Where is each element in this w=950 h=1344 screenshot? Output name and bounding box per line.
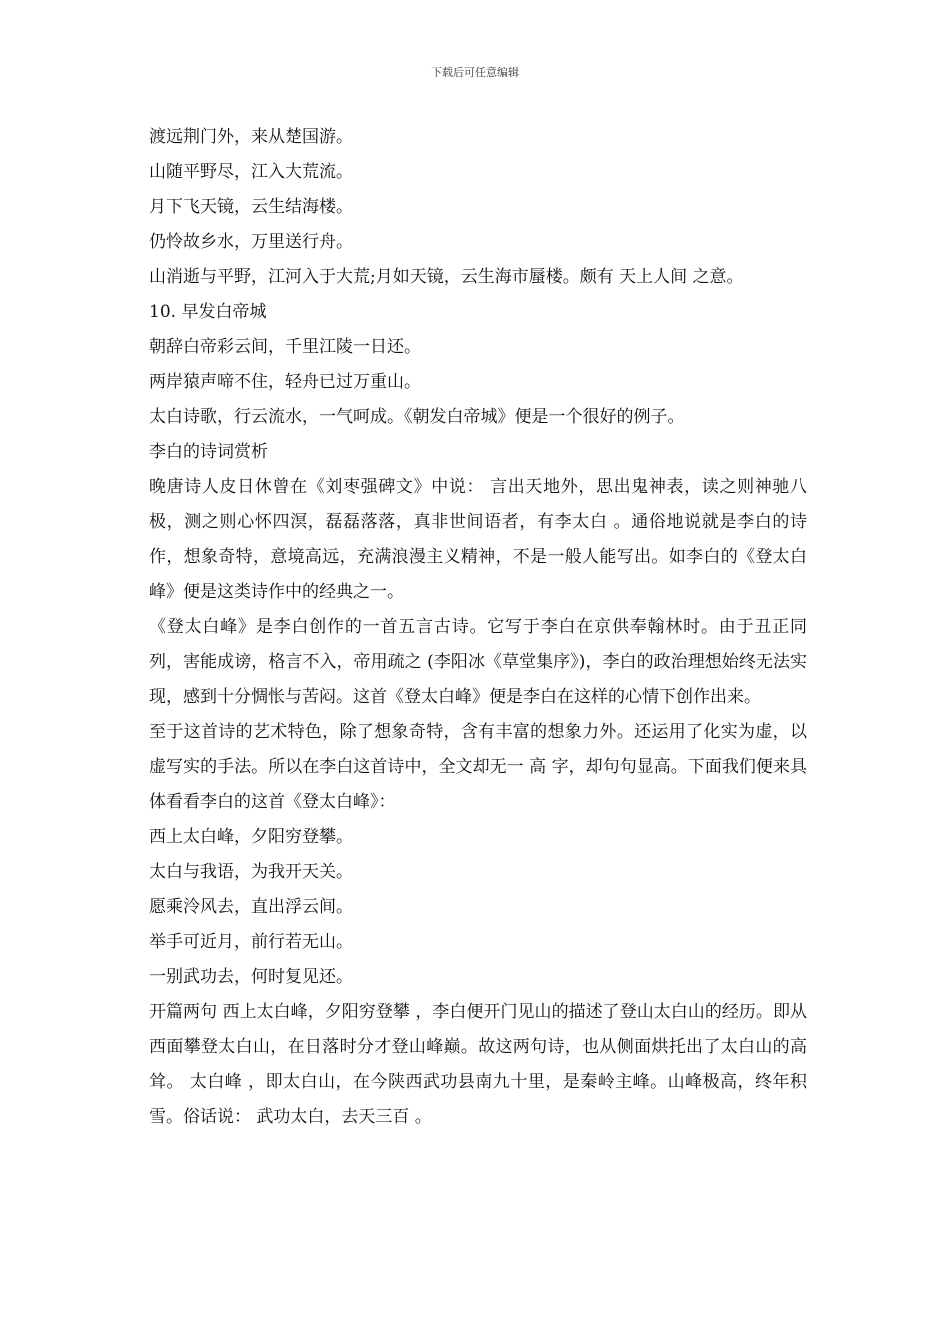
paragraph: 《登太白峰》是李白创作的一首五言古诗。它写于李白在京供奉翰林时。由于丑正同列，害能成谤，格言不入，帝用疏之 (李阳冰《草堂集序》)，李白的政治理想始终无法实现，感到十分惆怅与苦闷。这首《登太白峰》便是李白在这样的心情下创作出来。: [149, 617, 807, 707]
poem-line: 西上太白峰，夕阳穷登攀。: [149, 827, 353, 847]
paragraph: 至于这首诗的艺术特色，除了想象奇特，含有丰富的想象力外。还运用了化实为虚，以虚写实的手法。所以在李白这首诗中，全文却无一 高 字，却句句显高。下面我们便来具体看看李白的这首《登太白峰》：: [149, 722, 807, 812]
poem-line: 两岸猿声啼不住，轻舟已过万重山。: [149, 372, 421, 392]
section-heading: 李白的诗词赏析: [149, 442, 268, 462]
poem-line: 仍怜故乡水，万里送行舟。: [149, 232, 353, 252]
paragraph-commentary: 山消逝与平野，江河入于大荒;月如天镜，云生海市蜃楼。颇有 天上人间 之意。: [149, 267, 744, 287]
poem-line: 愿乘泠风去，直出浮云间。: [149, 897, 353, 917]
document-body: [145, 120, 807, 1135]
text-line: 太白诗歌，行云流水，一气呵成。《朝发白帝城》便是一个很好的例子。: [149, 407, 685, 427]
paragraph: 开篇两句 西上太白峰，夕阳穷登攀 ，李白便开门见山的描述了登山太白山的经历。即从西面攀登太白山，在日落时分才登山峰巅。故这两句诗，也从侧面烘托出了太白山的高耸。 太白峰 ，即太白山，在今陕西武功县南九十里，是秦岭主峰。山峰极高，终年积雪。俗话说： 武功太白，去天三百 。: [149, 1002, 807, 1127]
section-heading: 10. 早发白帝城: [149, 302, 267, 322]
page-header: 下载后可任意编辑: [431, 66, 519, 79]
paragraph: 晚唐诗人皮日休曾在《刘枣强碑文》中说： 言出天地外，思出鬼神表，读之则神驰八极，测之则心怀四溟，磊磊落落，真非世间语者，有李太白 。通俗地说就是李白的诗作，想象奇特，意境高远，充满浪漫主义精神，不是一般人能写出。如李白的《登太白峰》便是这类诗作中的经典之一。: [149, 477, 807, 602]
poem-line: 渡远荆门外，来从楚国游。: [149, 127, 353, 147]
poem-line: 一别武功去，何时复见还。: [149, 967, 353, 987]
poem-line: 朝辞白帝彩云间，千里江陵一日还。: [149, 337, 421, 357]
poem-line: 举手可近月，前行若无山。: [149, 932, 353, 952]
poem-line: 月下飞天镜，云生结海楼。: [149, 197, 353, 217]
poem-line: 山随平野尽，江入大荒流。: [149, 162, 353, 182]
poem-line: 太白与我语，为我开天关。: [149, 862, 353, 882]
